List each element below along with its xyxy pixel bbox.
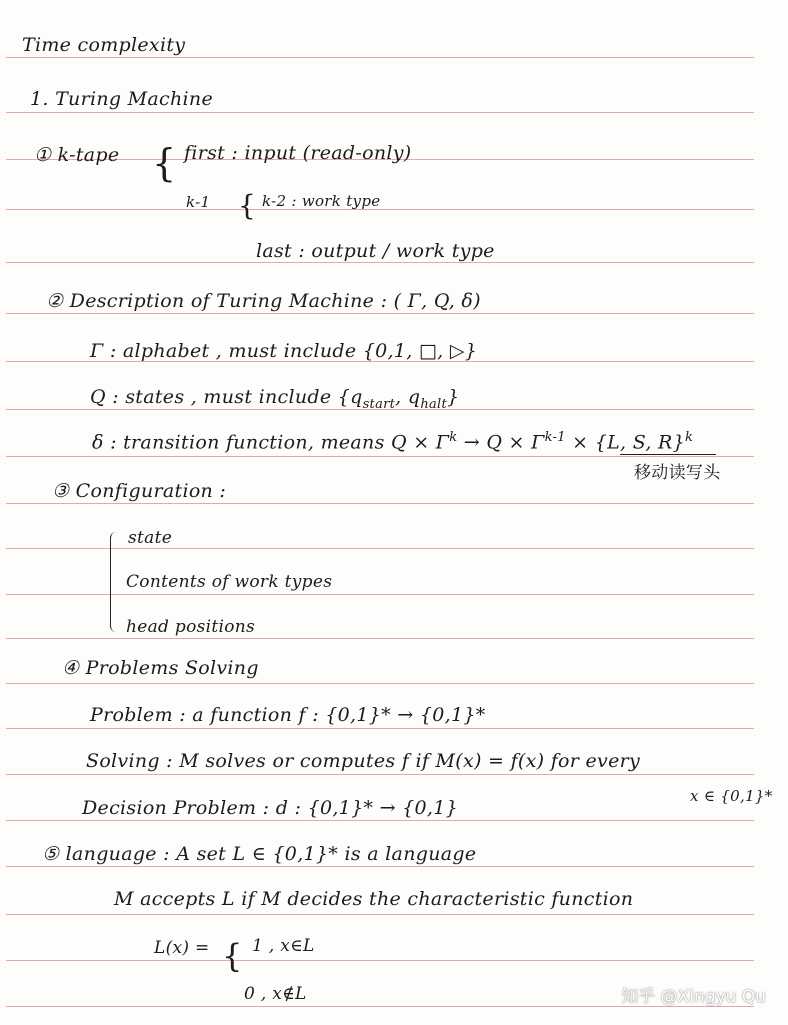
ruled-line bbox=[6, 503, 754, 504]
states-text: Q : states , must include {q bbox=[90, 386, 363, 408]
config-item-state: state bbox=[128, 528, 173, 548]
underline-mark bbox=[620, 454, 716, 455]
ruled-line bbox=[6, 57, 754, 58]
gamma-line: Γ : alphabet , must include {0,1, □, ▷} bbox=[90, 340, 478, 362]
ruled-line bbox=[6, 638, 754, 639]
states-sep: , q bbox=[395, 386, 421, 408]
language-heading: ⑤ language : A set L ∈ {0,1}* is a language bbox=[42, 843, 477, 865]
delta-exp-k-1: k-1 bbox=[544, 430, 566, 445]
configuration-brace bbox=[110, 532, 119, 632]
brace-icon: { bbox=[222, 937, 243, 975]
delta-exp-k: k bbox=[449, 430, 458, 445]
accepts-line: M accepts L if M decides the characteristic function bbox=[114, 888, 634, 910]
delta-line bbox=[92, 430, 693, 453]
description-heading: ② Description of Turing Machine : ( Γ, Q, δ) bbox=[46, 290, 481, 312]
ktape-k-minus-1: k-1 bbox=[186, 193, 211, 211]
ktape-first: first : input (read-only) bbox=[184, 142, 412, 164]
characteristic-lhs: L(x) = bbox=[154, 938, 210, 958]
ruled-line bbox=[6, 820, 754, 821]
q-halt-subscript: halt bbox=[420, 396, 448, 412]
ruled-line bbox=[6, 960, 754, 961]
ruled-line bbox=[6, 914, 754, 915]
q-start-subscript: start bbox=[362, 396, 396, 412]
ruled-line bbox=[6, 728, 754, 729]
brace-icon: { bbox=[238, 189, 256, 222]
delta-text: δ : transition function, means Q × Γ bbox=[92, 431, 450, 454]
delta-tail: × {L, S, R} bbox=[572, 431, 686, 454]
solving-line: Solving : M solves or computes f if M(x) = f(x) for every bbox=[86, 750, 641, 772]
ktape-label: ① k-tape bbox=[34, 144, 120, 166]
decision-line: Decision Problem : d : {0,1}* → {0,1} bbox=[82, 797, 459, 819]
configuration-heading: ③ Configuration : bbox=[52, 480, 227, 502]
ruled-line bbox=[6, 683, 754, 684]
config-item-heads: head positions bbox=[126, 617, 256, 637]
characteristic-case-0: 0 , x∉L bbox=[244, 984, 307, 1004]
ruled-line bbox=[6, 313, 754, 314]
page-title: Time complexity bbox=[22, 34, 186, 56]
ktape-last: last : output / work type bbox=[256, 240, 495, 262]
ktape-k-minus-2: k-2 : work type bbox=[262, 192, 381, 210]
cjk-note: 移动读写头 bbox=[634, 463, 721, 483]
ruled-line bbox=[6, 456, 754, 457]
states-end: } bbox=[447, 386, 460, 408]
config-item-contents: Contents of work types bbox=[126, 572, 333, 592]
characteristic-case-1: 1 , x∈L bbox=[252, 936, 315, 956]
watermark: 知乎 @Xingyu Qu bbox=[621, 987, 766, 1007]
ruled-line bbox=[6, 866, 754, 867]
ruled-line bbox=[6, 774, 754, 775]
problem-line: Problem : a function f : {0,1}* → {0,1}* bbox=[90, 704, 486, 726]
problems-heading: ④ Problems Solving bbox=[62, 657, 259, 679]
states-line bbox=[90, 386, 459, 412]
delta-exp-k2: k bbox=[685, 430, 694, 445]
solving-continuation: x ∈ {0,1}* bbox=[690, 787, 773, 805]
ruled-line bbox=[6, 262, 754, 263]
ruled-line bbox=[6, 112, 754, 113]
section-heading: 1. Turing Machine bbox=[30, 88, 213, 110]
delta-mid: → Q × Γ bbox=[463, 431, 545, 454]
brace-icon: { bbox=[152, 141, 177, 185]
